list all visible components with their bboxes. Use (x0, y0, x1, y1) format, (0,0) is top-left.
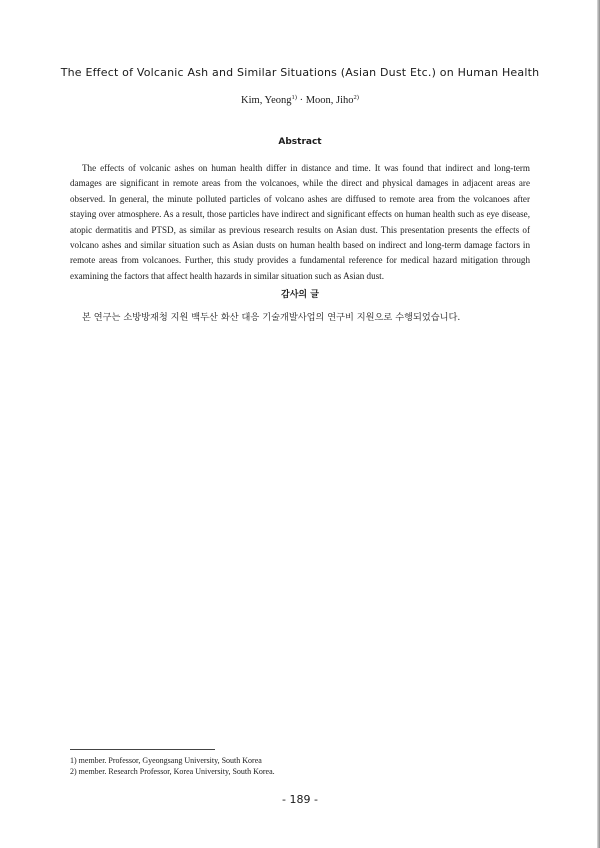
abstract-heading: Abstract (278, 137, 322, 147)
footnote-divider (70, 749, 215, 750)
author-name: Kim, Yeong (241, 95, 292, 106)
footnote: 1) member. Professor, Gyeongsang University, South Korea (70, 756, 262, 765)
author-affiliation-mark: 2) (353, 94, 359, 101)
abstract-body: The effects of volcanic ashes on human health differ in distance and time. It was found that indirect and long-term damages are significant in remote areas from the volcanoes, while the direct and physical damages in adjacent areas are observed. In general, the minute polluted particles of volcano ashes are diffused to remote area from the volcanoes after staying over atmosphere. As a result, those particles have indirect and significant effects on human health such as eye disease, atopic dermatitis and PTSD, as similar as previous research results on Asian dust. This presentation presents the effects of volcano ashes and similar situation such as Asian dusts on human health based on indirect and long-term damage factors in remote areas from volcanoes. Further, this study provides a fundamental reference for medical hazard mitigation through examining the factors that affect health hazards in similar situation such as Asian dust. (70, 163, 530, 281)
author-name: Moon, Jiho (305, 95, 354, 106)
author-line (0, 95, 600, 106)
footnote: 2) member. Research Professor, Korea University, South Korea. (70, 767, 275, 776)
acknowledgment-heading: 감사의 글 (281, 290, 319, 300)
author-affiliation-mark: 1) (291, 94, 297, 101)
acknowledgment-body: 본 연구는 소방방재청 지원 백두산 화산 대응 기술개발사업의 연구비 지원으로 수행되었습니다. (82, 312, 461, 323)
page-number: - 189 - (282, 793, 318, 806)
author-separator: · (296, 95, 306, 106)
paper-title: The Effect of Volcanic Ash and Similar Situations (Asian Dust Etc.) on Human Health (60, 66, 540, 79)
